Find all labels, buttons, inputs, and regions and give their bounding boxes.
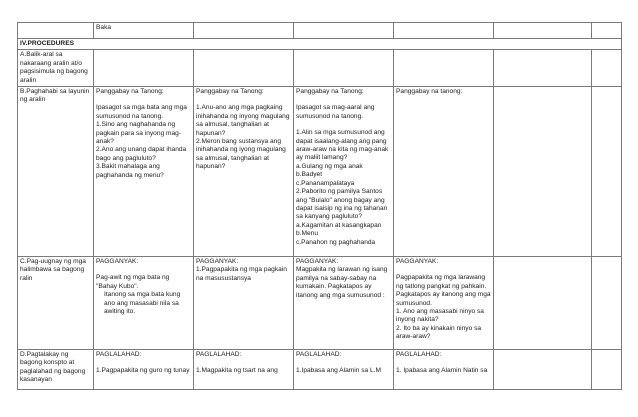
table-row xyxy=(18,39,622,50)
cell-heading: PAGLALAHAD: xyxy=(196,351,242,359)
cell-line: 1. Ano ang masasabi ninyo sa inyong nakita? xyxy=(396,308,484,324)
table-row xyxy=(18,87,622,257)
cell-c1 xyxy=(94,257,194,350)
cell-line: Ipasagot sa mga bata ang mga sumusunod na tanong. xyxy=(96,104,187,120)
cell-d4 xyxy=(394,350,494,390)
cell-line: 1.Pagpapakita ng mga pagkain na masusustansya xyxy=(196,266,287,282)
cell-c2 xyxy=(194,257,294,350)
cell-heading: PAGLALAHAD: xyxy=(396,351,442,359)
cell-line: 2.Ano ang unang dapat ihanda bago ang pagluluto? xyxy=(96,146,187,162)
procedures-table xyxy=(17,22,622,390)
cell-line: Pagpapakita ng mga larawang ng tatlong pangkat ng pahkain. Pagkatapos ay itanong ang mga sumusunod. xyxy=(396,274,491,307)
cell-line: 2. Ito ba ay kinakain ninyo sa araw-araw? xyxy=(396,324,482,341)
row-label: D.Pagtalakay ng bagong konspto at paglalahad ng bagong kasanayan xyxy=(18,350,94,390)
section-header: IV.PROCEDURES xyxy=(18,39,622,50)
cell-line: 1.Magpakita ng tsart na ang xyxy=(196,367,278,375)
cell-heading: PAGGANYAK: xyxy=(96,258,139,266)
cell-c4 xyxy=(394,257,494,350)
cell-line: Itanong sa mga bata kung ano ang masasabi nila sa awiting ito. xyxy=(104,291,181,316)
cell-b4 xyxy=(394,87,494,257)
cell-line: b.Menu xyxy=(296,230,318,238)
cell-b3 xyxy=(294,87,394,257)
cell-line: Pag-awit ng mga bata ng "Bahay Kubo". xyxy=(96,274,170,290)
cell-heading: PAGLALAHAD: xyxy=(96,351,142,359)
cell-line: 1.Sino ang naghahanda ng pagkain para sa inyong mag-anak? xyxy=(96,121,182,146)
cell-line: 2.Paborito ng pamilya Santos ang "Bulalo" anong bagay ang dapat isaisip ng ina ng tahanan sa kanyang pagluluto? xyxy=(296,188,388,221)
cell-line: 1.Alin sa mga sumusunod ang dapat isaalang-alang ang pang araw-araw na kita ng mag-anak ay maliit lamang? xyxy=(296,129,389,162)
cell-line: 2.Meron bang sustansya ang inihahanda ng iyong magulang sa almusal, tanghalian at hapunan? xyxy=(196,138,286,171)
cell-line: 3.Bakit mahalaga ang paghahanda ng menu? xyxy=(96,163,164,179)
cell-line: 1.Pagpapakita ng guro ng tunay xyxy=(96,367,190,375)
row-label: B.Paghahabi sa layunin ng aralin xyxy=(18,87,94,257)
cell-line: Ipasagot sa mag-aaral ang sumusunod na tanong. xyxy=(296,104,375,120)
cell-heading: Panggabay na Tanong: xyxy=(96,88,164,96)
table-row xyxy=(18,23,622,39)
cell-b2 xyxy=(194,87,294,257)
cell-line: a.Gulang ng mga anak xyxy=(296,162,363,170)
cell-line: a.Kagamitan at kasangkapan xyxy=(296,221,382,229)
cell-heading: PAGGANYAK: xyxy=(396,258,439,266)
cell-line: 1.Anu-ano ang mga pagkaing inihahanda ng inyong magulang sa almusal, tanghalian at hapunan? xyxy=(196,104,290,137)
cell-line: 1. Ipabasa ang Alamin Natin sa xyxy=(396,367,488,375)
row-label: A.Balik-aral sa nakaraang aralin at/o pagsisimula ng bagong aralin xyxy=(18,50,94,87)
table-row xyxy=(18,50,622,87)
table-row xyxy=(18,257,622,350)
cell-d2 xyxy=(194,350,294,390)
cell-line: c.Panahon ng paghahanda xyxy=(296,238,376,246)
cell-line: c.Pananampalataya xyxy=(296,179,355,187)
cell-heading: Panggabay na Tanong: xyxy=(196,88,264,96)
table-row xyxy=(18,350,622,390)
cell-d3 xyxy=(294,350,394,390)
cell-line: 1.Ipabasa ang Alamin sa L.M xyxy=(296,367,382,375)
cell-heading: PAGGANYAK: xyxy=(296,258,339,266)
cell-heading: PAGLALAHAD: xyxy=(296,351,342,359)
row-label: C.Pag-uugnay ng mga halimbawa sa bagong ralin xyxy=(18,257,94,350)
cell-d1 xyxy=(94,350,194,390)
cell-line: Magpakita ng larawan ng isang pamilya na sabay-sabay na kumakain. Pagkatapos ay itanong ang mga sumusunod : xyxy=(296,266,388,299)
cell-baka: Baka xyxy=(94,23,194,39)
cell-heading: Panggabay na tanong: xyxy=(396,88,463,96)
cell-line: b.Badyet xyxy=(296,171,323,179)
cell-b1 xyxy=(94,87,194,257)
cell-heading: Panggabay na Tanong: xyxy=(296,88,364,96)
cell-heading: PAGGANYAK: xyxy=(196,258,239,266)
cell-c3 xyxy=(294,257,394,350)
